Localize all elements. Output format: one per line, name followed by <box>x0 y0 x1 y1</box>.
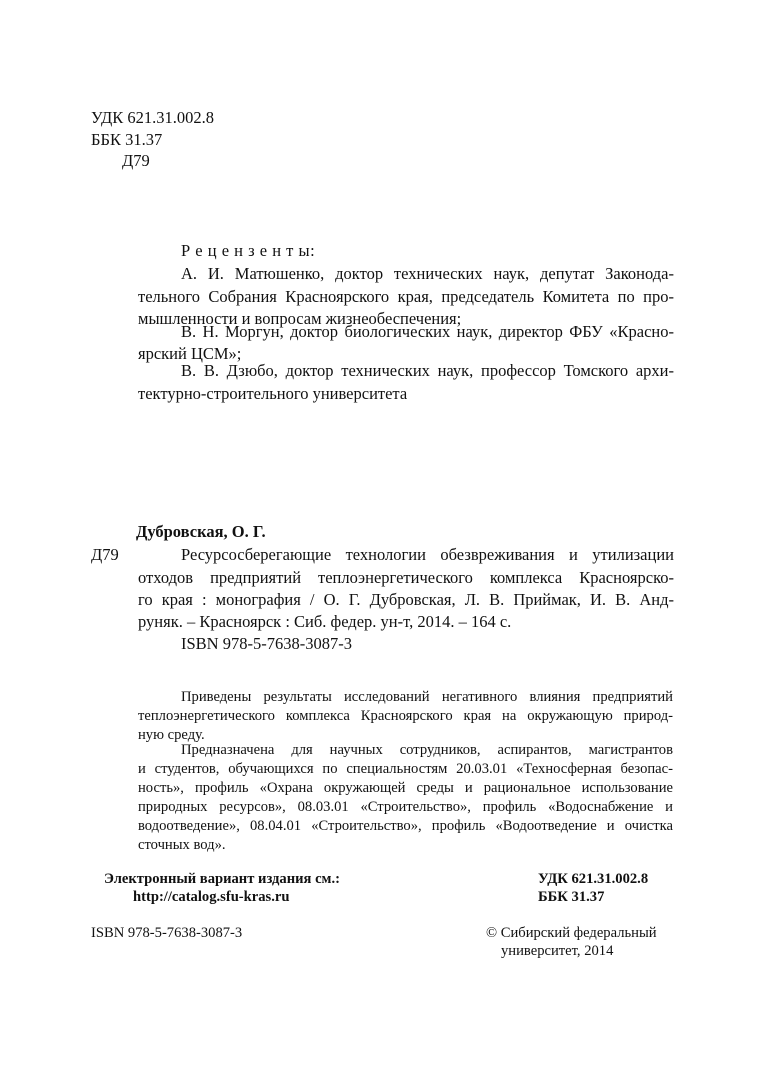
bib-line: Ресурсосберегающие технологии обезвреживания и утилизации <box>181 545 674 564</box>
udk-code: УДК 621.31.002.8 <box>91 108 215 127</box>
annotation-line: теплоэнергетического комплекса Красноярского края на окружающую природ- <box>138 708 673 724</box>
annotation-line: ную среду. <box>138 727 205 743</box>
annotation-line: Предназначена для научных сотрудников, аспирантов, магистрантов <box>181 742 673 758</box>
author-mark: Д79 <box>122 151 150 170</box>
electronic-version-label: Электронный вариант издания см.: <box>104 871 341 887</box>
footer-udk: УДК 621.31.002.8 <box>538 871 649 887</box>
footer-bbk: ББК 31.37 <box>538 889 605 905</box>
book-author: Дубровская, О. Г. <box>136 522 266 541</box>
annotation-line: природных ресурсов», 08.03.01 «Строительство», профиль «Водоснабжение и <box>138 799 673 815</box>
bbk-code: ББК 31.37 <box>91 130 163 149</box>
reviewers-title: Р е ц е н з е н т ы: <box>181 241 316 260</box>
bib-line: го края : монография / О. Г. Дубровская, Л. В. Приймак, И. В. Анд- <box>138 590 674 609</box>
annotation-line: Приведены результаты исследований негативного влияния предприятий <box>181 689 673 705</box>
catalog-url: http://catalog.sfu-kras.ru <box>133 889 290 905</box>
footer-isbn: ISBN 978-5-7638-3087-3 <box>91 925 243 941</box>
annotation-line: ность», профиль «Охрана окружающей среды и рациональное использование <box>138 780 673 796</box>
bib-isbn: ISBN 978-5-7638-3087-3 <box>181 634 352 653</box>
reviewer-line: В. В. Дзюбо, доктор технических наук, профессор Томского архи- <box>181 361 674 380</box>
copyright-line: © Сибирский федеральный <box>486 925 657 941</box>
reviewer-line: тектурно-строительного университета <box>138 384 408 403</box>
annotation-line: водоотведение», 08.04.01 «Строительство», профиль «Водоотведение и очистка <box>138 818 673 834</box>
reviewer-line: ярский ЦСМ»; <box>138 344 242 363</box>
bib-line: руняк. – Красноярск : Сиб. федер. ун-т, 2014. – 164 с. <box>138 612 512 631</box>
reviewer-line: А. И. Матюшенко, доктор технических наук, депутат Законода- <box>181 264 674 283</box>
annotation-line: сточных вод». <box>138 837 226 853</box>
reviewer-line: В. Н. Моргун, доктор биологических наук, директор ФБУ «Красно- <box>181 322 674 341</box>
reviewer-line: мышленности и вопросам жизнеобеспечения; <box>138 309 462 328</box>
reviewer-line: тельного Собрания Красноярского края, председатель Комитета по про- <box>138 287 674 306</box>
copyright-line: университет, 2014 <box>501 943 614 959</box>
annotation-line: и студентов, обучающихся по специальностям 20.03.01 «Техносферная безопас- <box>138 761 673 777</box>
bib-line: отходов предприятий теплоэнергетического комплекса Красноярско- <box>138 568 674 587</box>
bib-author-mark: Д79 <box>91 545 119 564</box>
